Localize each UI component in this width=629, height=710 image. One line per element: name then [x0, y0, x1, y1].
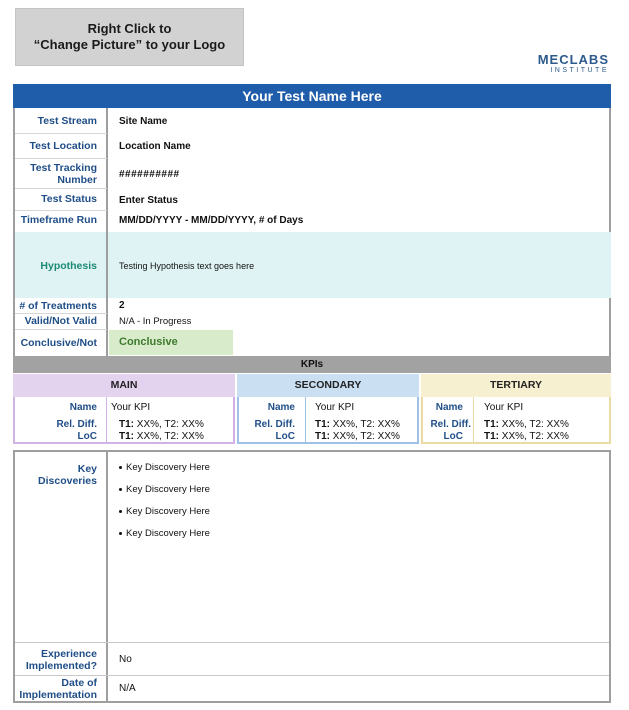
kpi-secondary-loc-text: XX%, T2: XX% [332, 431, 400, 442]
discoveries-frame [13, 450, 611, 703]
kpi-tertiary-rel-value[interactable] [484, 419, 569, 431]
tracking-label-line2: Number [57, 174, 97, 186]
key-discoveries-label-line2: Discoveries [38, 475, 97, 487]
kpi-secondary-divider [305, 397, 306, 443]
kpi-main-loc-label: LoC [77, 431, 97, 442]
hypothesis-label: Hypothesis [40, 260, 97, 272]
kpi-main-loc-prefix: T1: [119, 431, 134, 442]
kpi-secondary-rel-value[interactable] [315, 419, 400, 431]
kpi-tertiary-loc-text: XX%, T2: XX% [501, 431, 569, 442]
conclusive-value[interactable]: Conclusive [109, 330, 233, 355]
row-divider [15, 158, 107, 159]
treatments-value[interactable]: 2 [119, 300, 125, 311]
row-divider [15, 188, 107, 189]
kpi-tertiary-rel-text: XX%, T2: XX% [501, 419, 569, 430]
kpi-secondary-loc-value[interactable] [315, 431, 400, 443]
timeframe-value[interactable]: MM/DD/YYYY - MM/DD/YYYY, # of Days [119, 215, 304, 226]
kpi-secondary-loc-prefix: T1: [315, 431, 330, 442]
date-of-implementation-label [15, 677, 97, 701]
key-discoveries-label-line1: Key [77, 463, 97, 475]
discovery-item[interactable] [119, 462, 210, 473]
test-status-label: Test Status [41, 193, 97, 205]
details-divider [106, 232, 108, 298]
logo-placeholder-line1: Right Click to [87, 21, 172, 36]
kpi-main-rel-label: Rel. Diff. [56, 419, 97, 430]
tracking-label-line1: Test Tracking [30, 162, 97, 174]
experience-implemented-value[interactable]: No [119, 654, 132, 665]
kpi-main-name-value[interactable]: Your KPI [111, 402, 151, 413]
timeframe-label: Timeframe Run [20, 214, 97, 226]
discovery-item[interactable] [119, 528, 210, 539]
date-of-implementation-value[interactable]: N/A [119, 683, 136, 694]
test-stream-label: Test Stream [37, 115, 97, 127]
kpi-tertiary-rel-label: Rel. Diff. [430, 419, 471, 430]
conclusive-label: Conclusive/Not [20, 337, 97, 349]
kpis-header: KPIs [13, 356, 611, 373]
key-discoveries-label [15, 463, 97, 487]
bullet-icon [119, 466, 122, 469]
valid-label: Valid/Not Valid [24, 315, 97, 327]
brand-subtitle: INSTITUTE [550, 67, 609, 74]
discovery-item-text: Key Discovery Here [126, 462, 210, 473]
experience-implemented-label [15, 648, 97, 672]
experience-label-line1: Experience [40, 648, 97, 660]
discoveries-divider [106, 452, 108, 701]
kpi-secondary-rel-label: Rel. Diff. [254, 419, 295, 430]
kpi-tertiary-rel-prefix: T1: [484, 419, 499, 430]
logo-placeholder[interactable] [15, 8, 244, 66]
kpi-main-divider [106, 397, 107, 443]
discovery-item[interactable] [119, 506, 210, 517]
tracking-label [15, 162, 97, 186]
kpi-main-loc-value[interactable] [119, 431, 204, 443]
discovery-item-text: Key Discovery Here [126, 506, 210, 517]
test-stream-value[interactable]: Site Name [119, 116, 168, 127]
discovery-item-text: Key Discovery Here [126, 484, 210, 495]
kpi-tertiary-name-label: Name [435, 402, 463, 413]
experience-label-line2: Implemented? [25, 660, 97, 672]
bullet-icon [119, 510, 122, 513]
test-location-label: Test Location [29, 140, 97, 152]
kpi-secondary-loc-label: LoC [275, 431, 295, 442]
kpi-main-rel-value[interactable] [119, 419, 204, 431]
hypothesis-row [15, 232, 611, 298]
test-location-value[interactable]: Location Name [119, 141, 191, 152]
discovery-item-text: Key Discovery Here [126, 528, 210, 539]
discovery-item[interactable] [119, 484, 210, 495]
kpi-tertiary-loc-value[interactable] [484, 431, 569, 443]
kpi-main-header: MAIN [13, 374, 235, 397]
test-name-title[interactable]: Your Test Name Here [13, 84, 611, 108]
kpi-main-rel-text: XX%, T2: XX% [136, 419, 204, 430]
kpi-secondary-rel-prefix: T1: [315, 419, 330, 430]
kpi-secondary-name-value[interactable]: Your KPI [315, 402, 355, 413]
kpi-secondary-header: SECONDARY [237, 374, 419, 397]
kpi-main-name-label: Name [69, 402, 97, 413]
tracking-number-value[interactable]: ########## [119, 169, 180, 180]
bullet-icon [119, 532, 122, 535]
row-divider [15, 133, 107, 134]
brand-name: MECLABS [537, 52, 609, 67]
test-status-value[interactable]: Enter Status [119, 195, 178, 206]
date-label-line2: Implementation [19, 689, 97, 701]
kpi-tertiary-loc-label: LoC [443, 431, 463, 442]
row-divider [15, 675, 609, 676]
kpi-main-rel-prefix: T1: [119, 419, 134, 430]
row-divider [15, 642, 609, 643]
kpi-tertiary-name-value[interactable]: Your KPI [484, 402, 524, 413]
kpi-secondary-name-label: Name [267, 402, 295, 413]
bullet-icon [119, 488, 122, 491]
kpi-tertiary-header: TERTIARY [421, 374, 611, 397]
kpi-main-loc-text: XX%, T2: XX% [136, 431, 204, 442]
kpi-secondary-rel-text: XX%, T2: XX% [332, 419, 400, 430]
treatments-label: # of Treatments [19, 300, 97, 312]
kpi-tertiary-divider [473, 397, 474, 443]
row-divider [15, 313, 107, 314]
hypothesis-value[interactable]: Testing Hypothesis text goes here [119, 261, 255, 271]
row-divider [15, 210, 107, 211]
kpi-tertiary-loc-prefix: T1: [484, 431, 499, 442]
brand-logo [538, 53, 609, 75]
valid-value[interactable]: N/A - In Progress [119, 316, 192, 327]
row-divider [15, 329, 107, 330]
logo-placeholder-line2: “Change Picture” to your Logo [33, 37, 226, 52]
date-label-line1: Date of [61, 677, 97, 689]
